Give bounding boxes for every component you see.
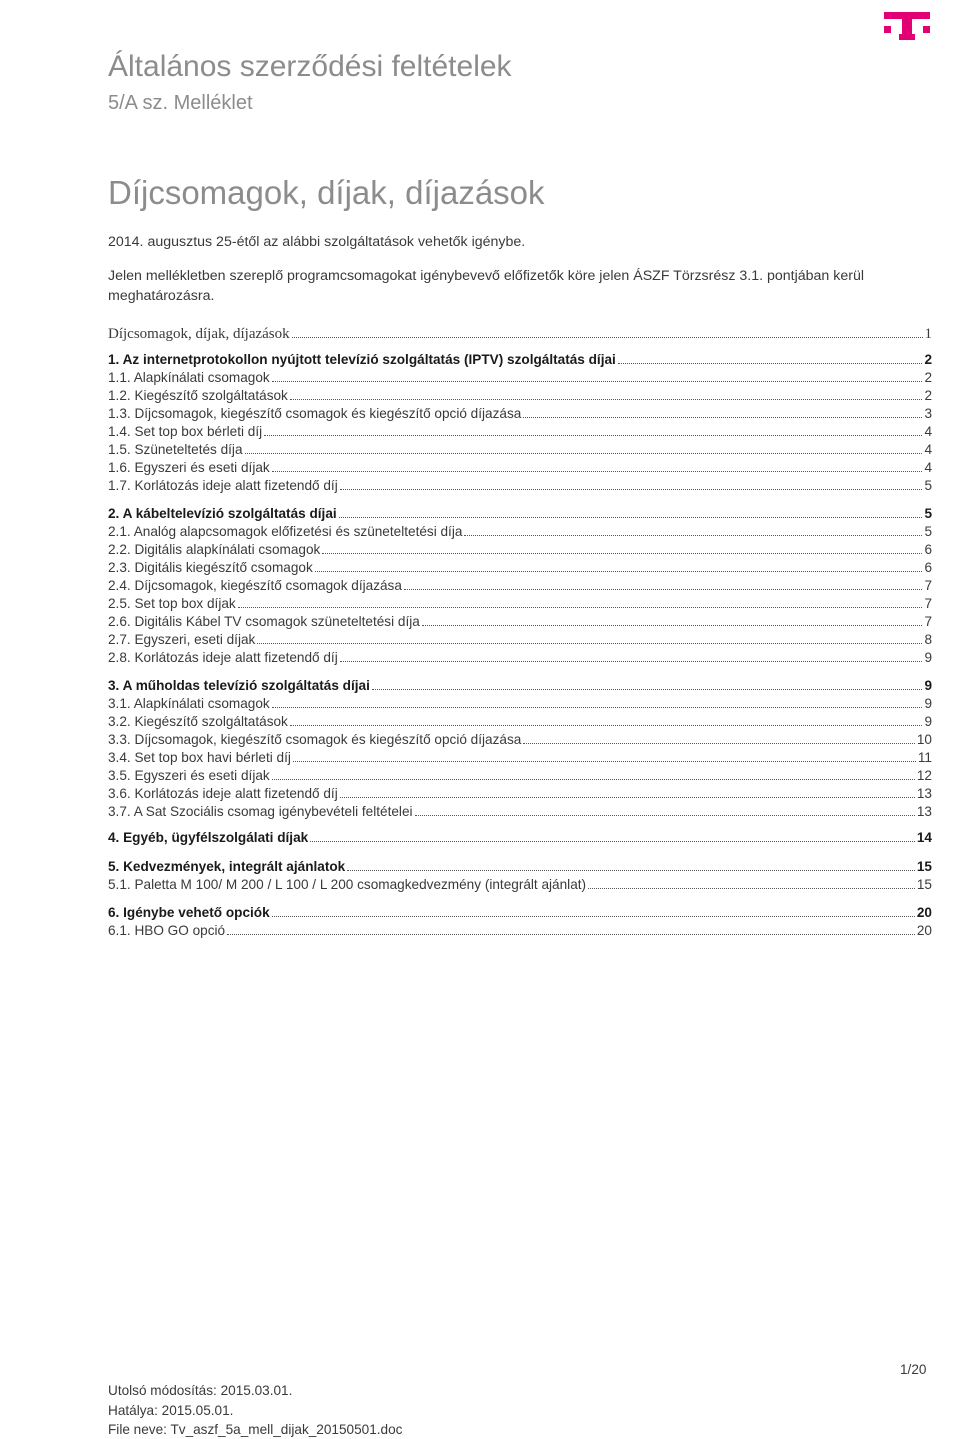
toc-entry[interactable] — [108, 614, 932, 632]
toc-dot-leader — [523, 416, 922, 418]
toc-entry-title: 3.4. Set top box havi bérleti díj — [108, 750, 291, 765]
toc-entry-title: 3.5. Egyszeri és eseti díjak — [108, 768, 270, 783]
toc-entry-page: 14 — [916, 830, 932, 845]
toc-entry-title: 1.6. Egyszeri és eseti díjak — [108, 460, 270, 475]
toc-entry-page: 6 — [924, 560, 932, 575]
toc-entry-page: 9 — [924, 678, 932, 693]
toc-entry-page: 12 — [916, 768, 932, 783]
toc-entry-page: 2 — [924, 352, 932, 367]
toc-entry-title: 1.3. Díjcsomagok, kiegészítő csomagok és kiegészítő opció díjazása — [108, 406, 522, 421]
toc-dot-leader — [404, 588, 923, 590]
toc-entry-title: 6.1. HBO GO opció — [108, 923, 226, 938]
toc-entry-page: 13 — [916, 804, 932, 819]
toc-entry-title: 1.1. Alapkínálati csomagok — [108, 370, 270, 385]
toc-entry-title: 3.6. Korlátozás ideje alatt fizetendő díj — [108, 786, 338, 801]
toc-entry-page: 15 — [916, 859, 932, 874]
toc-dot-leader — [245, 452, 923, 454]
toc-dot-leader — [372, 688, 923, 690]
telekom-logo-icon — [884, 4, 930, 40]
toc-entry-page: 15 — [916, 877, 932, 892]
toc-dot-leader — [290, 398, 923, 400]
toc-dot-leader — [340, 796, 915, 798]
toc-entry-title: 4. Egyéb, ügyfélszolgálati díjak — [108, 830, 309, 845]
toc-entry-page: 9 — [924, 696, 932, 711]
toc-entry[interactable] — [108, 388, 932, 406]
toc-entry[interactable] — [108, 370, 932, 388]
toc-dot-leader — [290, 724, 923, 726]
toc-dot-leader — [272, 706, 923, 708]
document-title: Általános szerződési feltételek — [108, 50, 512, 83]
toc-entry-title: 2.2. Digitális alapkínálati csomagok — [108, 542, 321, 557]
toc-entry[interactable] — [108, 905, 932, 923]
toc-entry[interactable] — [108, 678, 932, 696]
toc-dot-leader — [322, 552, 922, 554]
logo-dot-right — [923, 26, 930, 33]
toc-dot-leader — [415, 814, 915, 816]
toc-entry-page: 4 — [924, 442, 932, 457]
toc-dot-leader — [272, 915, 915, 917]
toc-entry-page: 7 — [924, 578, 932, 593]
footer-effective: Hatálya: 2015.05.01. — [108, 1403, 234, 1418]
toc-dot-leader — [272, 380, 923, 382]
toc-entry-title: 3.2. Kiegészítő szolgáltatások — [108, 714, 288, 729]
toc-entry[interactable] — [108, 326, 932, 344]
toc-entry-title: 3.1. Alapkínálati csomagok — [108, 696, 270, 711]
toc-dot-leader — [315, 570, 923, 572]
toc-entry[interactable] — [108, 542, 932, 560]
toc-entry-title: 2.7. Egyszeri, eseti díjak — [108, 632, 256, 647]
intro-line-2: Jelen mellékletben szereplő programcsomagokat igénybevevő előfizetők köre jelen ÁSZF Törzsrész 3.1. pontjában kerül — [108, 268, 865, 284]
toc-dot-leader — [264, 434, 922, 436]
toc-entry-page: 5 — [924, 506, 932, 521]
toc-entry-page: 7 — [924, 596, 932, 611]
toc-entry-title: 2.1. Analóg alapcsomagok előfizetési és szüneteltetési díja — [108, 524, 463, 539]
toc-entry-page: 4 — [924, 460, 932, 475]
toc-entry[interactable] — [108, 768, 932, 786]
toc-dot-leader — [257, 642, 922, 644]
toc-entry[interactable] — [108, 424, 932, 442]
toc-entry-page: 9 — [924, 714, 932, 729]
toc-entry-title: 1.2. Kiegészítő szolgáltatások — [108, 388, 288, 403]
toc-entry-page: 5 — [924, 478, 932, 493]
toc-entry-page: 20 — [916, 905, 932, 920]
toc-entry-title: 6. Igénybe vehető opciók — [108, 905, 270, 920]
toc-entry[interactable] — [108, 877, 932, 895]
toc-entry-title: 2.8. Korlátozás ideje alatt fizetendő díj — [108, 650, 338, 665]
toc-dot-leader — [272, 778, 915, 780]
toc-entry-page: 3 — [924, 406, 932, 421]
document-subtitle: 5/A sz. Melléklet — [108, 92, 253, 114]
toc-entry-page: 11 — [917, 750, 932, 765]
toc-entry[interactable] — [108, 696, 932, 714]
toc-entry[interactable] — [108, 804, 932, 822]
toc-entry[interactable] — [108, 506, 932, 524]
toc-entry-title: 1.5. Szüneteltetés díja — [108, 442, 243, 457]
toc-entry-page: 20 — [916, 923, 932, 938]
toc-entry-title: 2.6. Digitális Kábel TV csomagok szüneteltetési díja — [108, 614, 420, 629]
toc-entry-title: 2.4. Díjcsomagok, kiegészítő csomagok díjazása — [108, 578, 402, 593]
toc-dot-leader — [422, 624, 923, 626]
toc-entry-page: 5 — [924, 524, 932, 539]
toc-entry-title: 3.7. A Sat Szociális csomag igénybevételi feltételei — [108, 804, 413, 819]
main-heading: Díjcsomagok, díjak, díjazások — [108, 174, 545, 211]
footer-modified: Utolsó módosítás: 2015.03.01. — [108, 1383, 293, 1398]
intro-line-1: 2014. augusztus 25-étől az alábbi szolgáltatások vehetők igénybe. — [108, 234, 526, 250]
toc-entry[interactable] — [108, 442, 932, 460]
toc-entry-page: 13 — [916, 786, 932, 801]
toc-entry[interactable] — [108, 732, 932, 750]
toc-entry-title: 5. Kedvezmények, integrált ajánlatok — [108, 859, 346, 874]
toc-dot-leader — [347, 869, 915, 871]
toc-entry-title: 1. Az internetprotokollon nyújtott televízió szolgáltatás (IPTV) szolgáltatás díjai — [108, 352, 616, 367]
toc-entry-page: 8 — [924, 632, 932, 647]
toc-entry-title: Díjcsomagok, díjak, díjazások — [108, 326, 290, 342]
toc-dot-leader — [523, 742, 915, 744]
toc-dot-leader — [238, 606, 923, 608]
toc-dot-leader — [293, 760, 916, 762]
toc-dot-leader — [618, 362, 923, 364]
footer-filename: File neve: Tv_aszf_5a_mell_dijak_20150501.doc — [108, 1422, 403, 1437]
toc-entry[interactable] — [108, 524, 932, 542]
toc-entry[interactable] — [108, 923, 932, 941]
toc-entry[interactable] — [108, 406, 932, 424]
toc-entry-title: 3. A műholdas televízió szolgáltatás díjai — [108, 678, 370, 693]
toc-entry[interactable] — [108, 578, 932, 596]
toc-dot-leader — [464, 534, 922, 536]
toc-dot-leader — [588, 887, 915, 889]
toc-dot-leader — [292, 336, 923, 338]
toc-entry[interactable] — [108, 750, 932, 768]
toc-entry-page: 2 — [924, 370, 932, 385]
logo-foot — [899, 34, 915, 40]
toc-entry[interactable] — [108, 478, 932, 496]
toc-entry-page: 6 — [924, 542, 932, 557]
toc-entry[interactable] — [108, 632, 932, 650]
page-number: 1/20 — [900, 1362, 927, 1377]
logo-dot-left — [884, 26, 891, 33]
toc-entry-title: 1.4. Set top box bérleti díj — [108, 424, 263, 439]
toc-entry[interactable] — [108, 714, 932, 732]
toc-entry-title: 2. A kábeltelevízió szolgáltatás díjai — [108, 506, 337, 521]
toc-dot-leader — [227, 933, 915, 935]
toc-entry-title: 5.1. Paletta M 100/ M 200 / L 100 / L 200 csomagkedvezmény (integrált ajánlat) — [108, 877, 587, 892]
intro-line-3: meghatározásra. — [108, 288, 215, 304]
toc-entry-page: 2 — [924, 388, 932, 403]
toc-dot-leader — [340, 660, 923, 662]
toc-entry[interactable] — [108, 460, 932, 478]
toc-entry[interactable] — [108, 830, 932, 848]
toc-entry[interactable] — [108, 560, 932, 578]
toc-entry[interactable] — [108, 859, 932, 877]
toc-entry-page: 10 — [916, 732, 932, 747]
toc-entry[interactable] — [108, 352, 932, 370]
toc-dot-leader — [339, 516, 923, 518]
toc-entry-title: 2.3. Digitális kiegészítő csomagok — [108, 560, 313, 575]
toc-dot-leader — [310, 840, 915, 842]
toc-entry-title: 2.5. Set top box díjak — [108, 596, 236, 611]
toc-entry[interactable] — [108, 596, 932, 614]
toc-entry-page: 9 — [924, 650, 932, 665]
toc-entry-title: 3.3. Díjcsomagok, kiegészítő csomagok és kiegészítő opció díjazása — [108, 732, 522, 747]
toc-dot-leader — [272, 470, 923, 472]
toc-dot-leader — [340, 488, 923, 490]
toc-entry-page: 1 — [924, 326, 932, 342]
toc-entry[interactable] — [108, 650, 932, 668]
toc-entry-title: 1.7. Korlátozás ideje alatt fizetendő díj — [108, 478, 338, 493]
toc-entry[interactable] — [108, 786, 932, 804]
toc-entry-page: 7 — [924, 614, 932, 629]
toc-entry-page: 4 — [924, 424, 932, 439]
